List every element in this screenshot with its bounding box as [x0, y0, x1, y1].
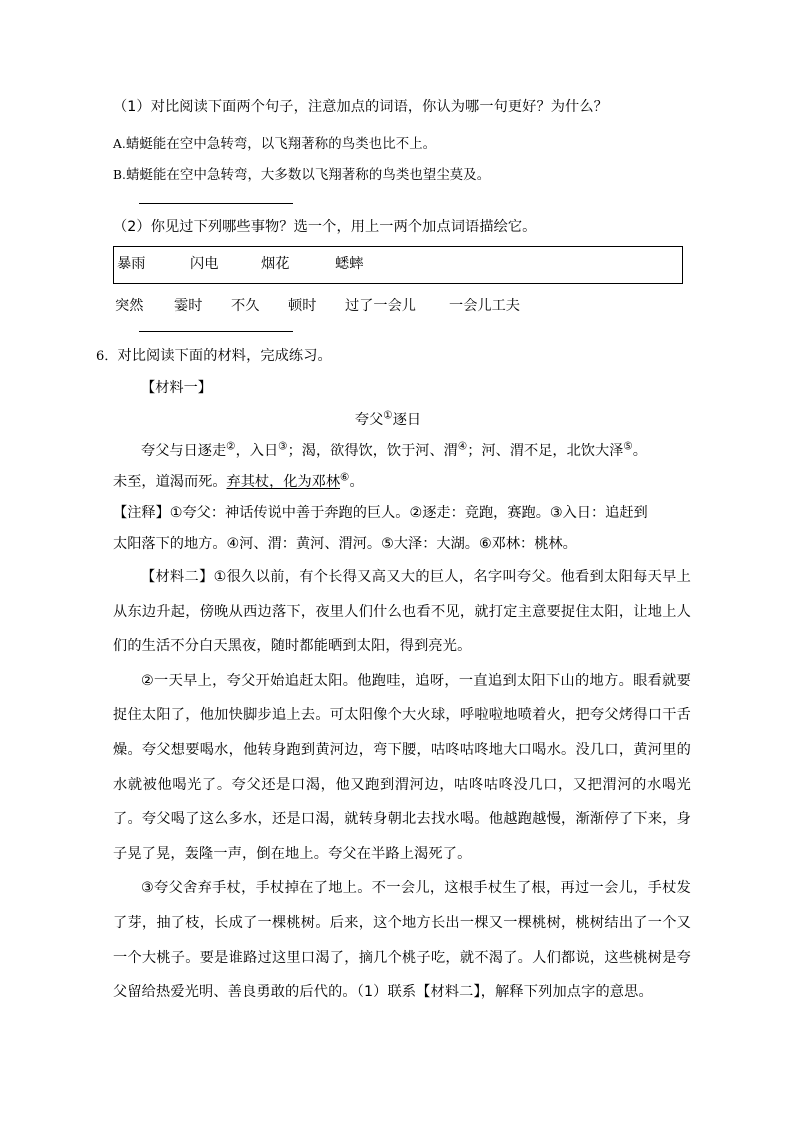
cn-text: 。 — [632, 443, 647, 459]
word-bank-cell: 过了一会儿 — [345, 298, 416, 314]
page-content — [96, 92, 691, 1010]
word-bank-table — [113, 246, 683, 284]
material-1-title-rest: 逐日 — [392, 412, 422, 428]
material-2-label: 【材料二】 — [141, 569, 214, 585]
word-bank-row-1 — [114, 247, 682, 282]
q6-number: 6． — [96, 349, 118, 364]
word-bank-cell: 顿时 — [288, 298, 317, 314]
word-bank-cell: 暴雨 — [117, 256, 146, 272]
cn-text: ；渴，欲得饮，饮于河、渭 — [287, 443, 458, 459]
q5-option-b — [113, 160, 691, 191]
cn-text: 未至，道渴而死。 — [113, 474, 227, 490]
word-bank-cell: 不久 — [231, 298, 260, 314]
footnote-marker-1: ① — [383, 409, 393, 422]
spacer — [113, 122, 691, 129]
material-2-paragraph-1 — [113, 560, 691, 664]
material-1-notes-line-2: 太阳落下的地方。④河、渭：黄河、渭河。⑤大泽：大湖。⑥邓林：桃林。 — [113, 536, 577, 552]
material-2-p1-text: ①很久以前，有个长得又高又大的巨人，名字叫夸父。他看到太阳每天早上从东边升起，傍晚从西边落下，夜里人们什么也看不见，就打定主意要捉住太阳，让地上人们的生活不分白天黑夜，随时都能晒到太阳，得到亮光。 — [113, 569, 691, 655]
word-bank-cell: 闪电 — [190, 256, 219, 272]
q5-option-b-tag: B. — [113, 168, 127, 182]
material-1-label: 【材料一】 — [141, 380, 212, 396]
notes-label: 【注释】 — [113, 505, 170, 521]
material-1-body-line-1 — [113, 436, 691, 467]
word-bank-row-2 — [113, 291, 691, 321]
q5-option-a — [113, 129, 691, 160]
spacer — [113, 204, 691, 212]
material-1-title-main: 夸父 — [354, 412, 384, 428]
cn-text: ；河、渭不足，北饮大泽 — [467, 443, 624, 459]
q6-heading — [96, 341, 691, 372]
underlined-phrase: 弃其杖，化为邓林 — [226, 474, 341, 490]
spacer — [113, 191, 691, 203]
spacer — [113, 332, 691, 341]
footnote-marker-5: ⑤ — [623, 440, 633, 453]
word-bank-cell: 突然 — [115, 298, 144, 314]
material-1-title — [113, 404, 691, 436]
q5-option-b-text: 蜻蜓能在空中急转弯，大多数以飞翔著称的鸟类也望尘莫及。 — [126, 168, 491, 183]
footnote-marker-2: ② — [226, 440, 236, 453]
cn-text: ，入日 — [235, 443, 279, 459]
notes-text: ①夸父：神话传说中善于奔跑的巨人。②逐走：竞跑，赛跑。③入日：追赶到 — [169, 505, 648, 521]
q5-sub1-prompt: （1）对比阅读下面两个句子，注意加点的词语，你认为哪一句更好？为什么？ — [113, 99, 608, 115]
footnote-marker-6: ⑥ — [340, 471, 350, 484]
spacer — [113, 321, 691, 331]
q5-option-a-tag: A. — [113, 137, 126, 151]
q6-prompt: 对比阅读下面的材料，完成练习。 — [117, 348, 332, 364]
footnote-marker-3: ③ — [278, 440, 288, 453]
q5-option-a-text: 蜻蜓能在空中急转弯，以飞翔著称的鸟类也比不上。 — [125, 137, 437, 152]
cn-text: 夸父与日逐走 — [141, 443, 227, 459]
cn-text: 。 — [349, 474, 364, 490]
material-1-notes-line-1 — [113, 498, 691, 529]
word-bank-cell: 一会儿工夫 — [449, 298, 520, 314]
material-1-body-line-2 — [113, 467, 691, 498]
q5-sub2-prompt: （2）你见过下列哪些事物？选一个，用上一两个加点词语描绘它。 — [113, 219, 537, 235]
material-2-paragraph-3: ③夸父舍弃手杖，手杖掉在了地上。不一会儿，这根手杖生了根，再过一会儿，手杖发了芽，抽了枝，长成了一棵桃树。后来，这个地方长出一棵又一棵桃树，桃树结出了一个又一个大桃子。要是谁路过这里口渴了，摘几个桃子吃，就不渴了。人们都说，这些桃树是夸父留给热爱光明、善良勇敢的后代的。（1）联系【材料二】，解释下列加点字的意思。 — [113, 880, 691, 1001]
footnote-marker-4: ④ — [457, 440, 468, 453]
word-bank-cell: 霎时 — [174, 298, 203, 314]
material-2-paragraph-2: ②一天早上，夸父开始追赶太阳。他跑哇，追呀，一直追到太阳下山的地方。眼看就要捉住太阳了，他加快脚步追上去。可太阳像个大火球，呼啦啦地喷着火，把夸父烤得口干舌燥。夸父想要喝水，他转身跑到黄河边，弯下腰，咕咚咕咚地大口喝水。没几口，黄河里的水就被他喝光了。夸父还是口渴，他又跑到渭河边，咕咚咕咚没几口，又把渭河的水喝光了。夸父喝了这么多水，还是口渴，就转身朝北去找水喝。他越跑越慢，渐渐停了下来，身子晃了晃，轰隆一声，倒在地上。夸父在半路上渴死了。 — [113, 672, 691, 862]
word-bank-cell: 蟋蟀 — [335, 256, 364, 272]
word-bank-cell: 烟花 — [261, 256, 290, 272]
